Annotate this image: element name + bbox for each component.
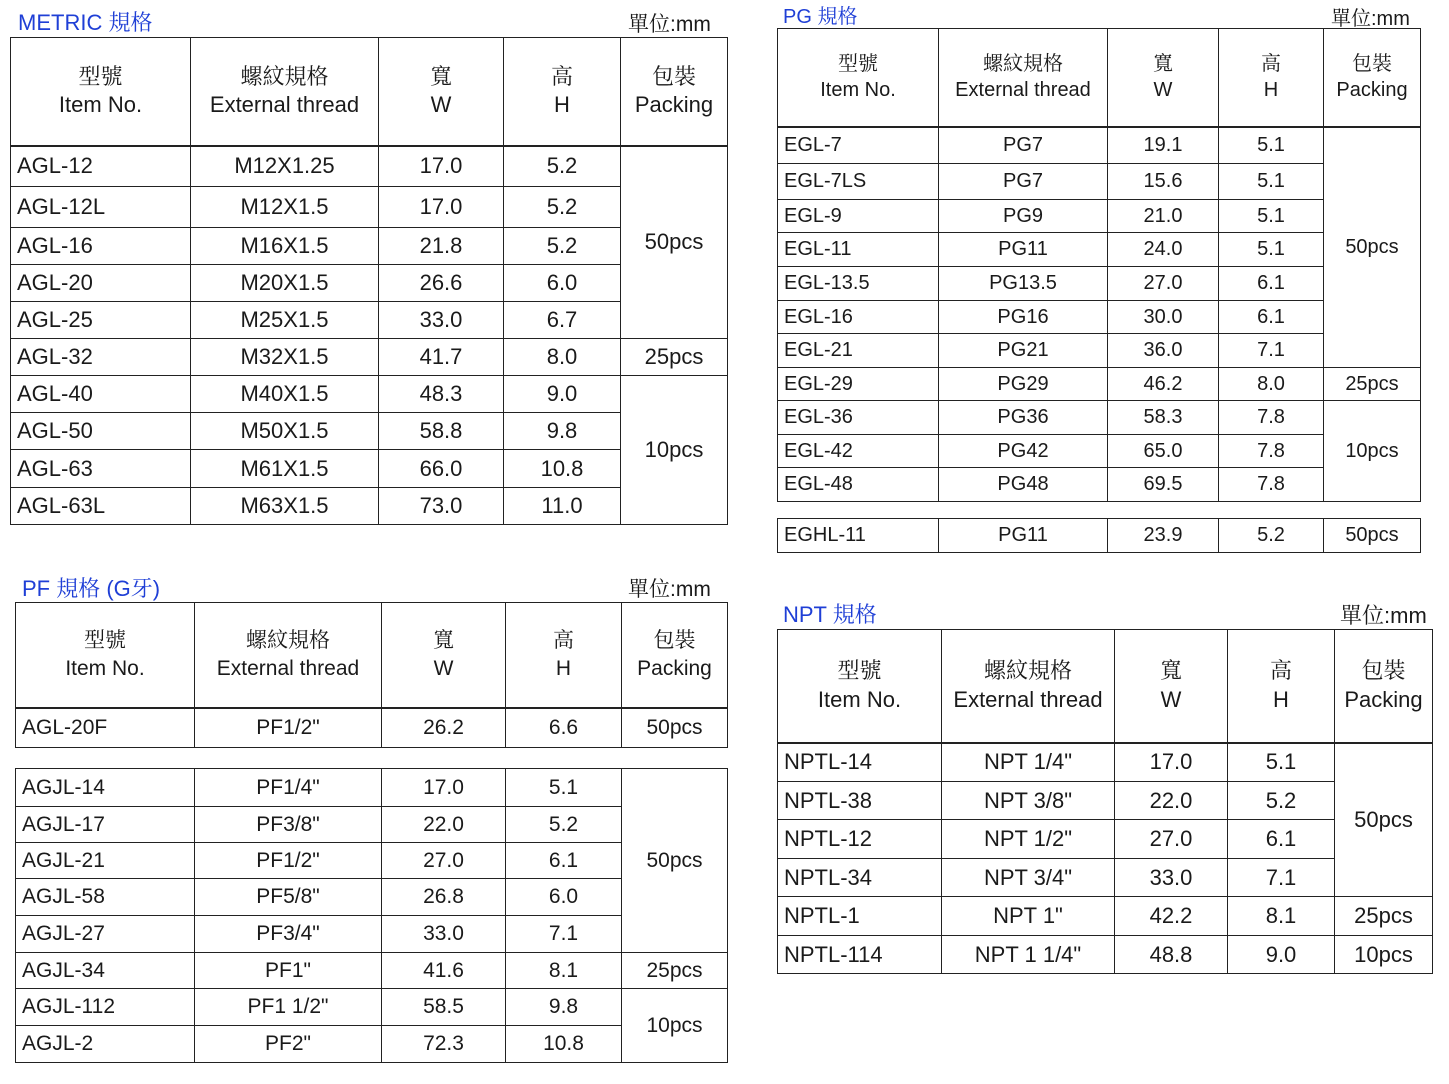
packing-cell: 25pcs — [1335, 897, 1433, 936]
header-height: 高 H — [506, 603, 622, 708]
item-no-cell: NPTL-1 — [778, 897, 942, 936]
height-cell: 5.1 — [506, 769, 622, 807]
height-cell: 5.2 — [1219, 519, 1324, 553]
table-row — [11, 376, 728, 413]
table-row — [778, 897, 1433, 936]
metric-table — [10, 37, 728, 525]
height-cell: 5.1 — [1219, 200, 1324, 233]
thread-cell: NPT 3/4" — [942, 859, 1115, 897]
item-no-cell: EGL-48 — [778, 468, 939, 502]
item-no-cell: AGL-63L — [11, 488, 191, 525]
table-row — [778, 127, 1421, 164]
item-no-cell: AGL-50 — [11, 413, 191, 450]
header-height: 高 H — [504, 38, 621, 146]
height-cell: 9.0 — [1228, 936, 1335, 974]
height-cell: 6.1 — [1228, 820, 1335, 859]
packing-cell: 10pcs — [622, 989, 728, 1063]
item-no-cell: AGJL-14 — [16, 769, 195, 807]
header-thread: 螺紋規格 External thread — [939, 29, 1108, 127]
height-cell: 9.0 — [504, 376, 621, 413]
table-row — [16, 953, 728, 989]
packing-cell: 50pcs — [1324, 127, 1421, 368]
table-row — [778, 519, 1421, 553]
thread-cell: PG29 — [939, 368, 1108, 401]
height-cell: 11.0 — [504, 488, 621, 525]
packing-cell: 10pcs — [621, 376, 728, 525]
width-cell: 17.0 — [382, 769, 506, 807]
item-no-cell: NPTL-38 — [778, 782, 942, 820]
height-cell: 5.1 — [1219, 233, 1324, 267]
item-no-cell: EGL-9 — [778, 200, 939, 233]
header-width: 寬 W — [382, 603, 506, 708]
table-row — [16, 807, 728, 843]
item-no-cell: AGJL-21 — [16, 843, 195, 879]
packing-cell: 50pcs — [1324, 519, 1421, 553]
height-cell: 5.1 — [1219, 127, 1324, 164]
packing-cell: 50pcs — [1335, 743, 1433, 897]
table-row — [11, 228, 728, 265]
thread-cell: PG13.5 — [939, 267, 1108, 301]
header-height: 高 H — [1228, 630, 1335, 743]
item-no-cell: EGL-7 — [778, 127, 939, 164]
thread-cell: NPT 1" — [942, 897, 1115, 936]
thread-cell: M20X1.5 — [191, 265, 379, 302]
thread-cell: PG48 — [939, 468, 1108, 502]
item-no-cell: AGL-12 — [11, 146, 191, 187]
width-cell: 58.3 — [1108, 401, 1219, 435]
item-no-cell: EGHL-11 — [778, 519, 939, 553]
width-cell: 17.0 — [379, 187, 504, 228]
thread-cell: M61X1.5 — [191, 450, 379, 488]
thread-cell: NPT 1/2" — [942, 820, 1115, 859]
packing-cell: 50pcs — [621, 146, 728, 339]
item-no-cell: EGL-21 — [778, 334, 939, 368]
width-cell: 48.3 — [379, 376, 504, 413]
header-width: 寬 W — [1115, 630, 1228, 743]
table-row — [11, 265, 728, 302]
height-cell: 6.1 — [506, 843, 622, 879]
height-cell: 8.0 — [1219, 368, 1324, 401]
item-no-cell: AGL-20F — [16, 708, 195, 748]
thread-cell: PF1/4" — [195, 769, 382, 807]
pg-extra-table — [777, 518, 1421, 553]
width-cell: 30.0 — [1108, 301, 1219, 334]
width-cell: 33.0 — [379, 302, 504, 339]
thread-cell: PF3/4" — [195, 916, 382, 953]
npt-title: NPT 規格 — [783, 602, 877, 627]
thread-cell: NPT 1 1/4" — [942, 936, 1115, 974]
thread-cell: M12X1.5 — [191, 187, 379, 228]
width-cell: 19.1 — [1108, 127, 1219, 164]
header-height: 高 H — [1219, 29, 1324, 127]
width-cell: 17.0 — [379, 146, 504, 187]
width-cell: 72.3 — [382, 1026, 506, 1063]
header-item: 型號 Item No. — [778, 29, 939, 127]
pg-table — [777, 28, 1421, 502]
packing-cell: 25pcs — [622, 953, 728, 989]
item-no-cell: NPTL-12 — [778, 820, 942, 859]
table-row — [778, 936, 1433, 974]
item-no-cell: AGL-16 — [11, 228, 191, 265]
item-no-cell: EGL-7LS — [778, 164, 939, 200]
header-row — [778, 630, 1433, 743]
item-no-cell: AGJL-17 — [16, 807, 195, 843]
width-cell: 66.0 — [379, 450, 504, 488]
table-row — [16, 879, 728, 916]
table-row — [11, 413, 728, 450]
item-no-cell: NPTL-34 — [778, 859, 942, 897]
header-item: 型號 Item No. — [16, 603, 195, 708]
item-no-cell: AGL-12L — [11, 187, 191, 228]
thread-cell: PG16 — [939, 301, 1108, 334]
table-row — [11, 488, 728, 525]
width-cell: 36.0 — [1108, 334, 1219, 368]
width-cell: 46.2 — [1108, 368, 1219, 401]
width-cell: 22.0 — [1115, 782, 1228, 820]
item-no-cell: AGL-32 — [11, 339, 191, 376]
height-cell: 6.6 — [506, 708, 622, 748]
thread-cell: PG42 — [939, 435, 1108, 468]
item-no-cell: AGJL-2 — [16, 1026, 195, 1063]
width-cell: 33.0 — [1115, 859, 1228, 897]
width-cell: 23.9 — [1108, 519, 1219, 553]
height-cell: 7.8 — [1219, 468, 1324, 502]
height-cell: 5.2 — [1228, 782, 1335, 820]
thread-cell: PG11 — [939, 519, 1108, 553]
thread-cell: PG7 — [939, 127, 1108, 164]
width-cell: 73.0 — [379, 488, 504, 525]
thread-cell: PF3/8" — [195, 807, 382, 843]
table-row — [11, 187, 728, 228]
width-cell: 27.0 — [382, 843, 506, 879]
header-packing: 包裝 Packing — [621, 38, 728, 146]
item-no-cell: AGJL-27 — [16, 916, 195, 953]
width-cell: 41.7 — [379, 339, 504, 376]
header-packing: 包裝 Packing — [622, 603, 728, 708]
header-thread: 螺紋規格 External thread — [191, 38, 379, 146]
header-thread: 螺紋規格 External thread — [195, 603, 382, 708]
table-row — [778, 782, 1433, 820]
height-cell: 5.2 — [504, 187, 621, 228]
pf-table-2 — [15, 768, 728, 1063]
item-no-cell: AGJL-58 — [16, 879, 195, 916]
thread-cell: M50X1.5 — [191, 413, 379, 450]
header-width: 寬 W — [379, 38, 504, 146]
table-row — [778, 743, 1433, 782]
height-cell: 6.7 — [504, 302, 621, 339]
item-no-cell: NPTL-14 — [778, 743, 942, 782]
height-cell: 6.1 — [1219, 267, 1324, 301]
height-cell: 8.1 — [506, 953, 622, 989]
width-cell: 27.0 — [1115, 820, 1228, 859]
height-cell: 7.8 — [1219, 401, 1324, 435]
header-item: 型號 Item No. — [778, 630, 942, 743]
height-cell: 5.2 — [504, 228, 621, 265]
header-row — [778, 29, 1421, 127]
packing-cell: 50pcs — [622, 769, 728, 953]
item-no-cell: EGL-42 — [778, 435, 939, 468]
height-cell: 5.2 — [504, 146, 621, 187]
item-no-cell: AGL-20 — [11, 265, 191, 302]
width-cell: 41.6 — [382, 953, 506, 989]
width-cell: 26.2 — [382, 708, 506, 748]
table-row — [16, 769, 728, 807]
item-no-cell: EGL-16 — [778, 301, 939, 334]
height-cell: 10.8 — [506, 1026, 622, 1063]
metric-title: METRIC 規格 — [18, 10, 153, 35]
item-no-cell: AGJL-112 — [16, 989, 195, 1026]
width-cell: 17.0 — [1115, 743, 1228, 782]
thread-cell: PF1/2" — [195, 708, 382, 748]
thread-cell: PG36 — [939, 401, 1108, 435]
item-no-cell: AGL-25 — [11, 302, 191, 339]
width-cell: 24.0 — [1108, 233, 1219, 267]
thread-cell: M63X1.5 — [191, 488, 379, 525]
pg-title: PG 規格 — [783, 6, 858, 28]
thread-cell: M16X1.5 — [191, 228, 379, 265]
width-cell: 65.0 — [1108, 435, 1219, 468]
thread-cell: PG11 — [939, 233, 1108, 267]
header-item: 型號 Item No. — [11, 38, 191, 146]
item-no-cell: AGL-40 — [11, 376, 191, 413]
thread-cell: PG21 — [939, 334, 1108, 368]
width-cell: 26.8 — [382, 879, 506, 916]
width-cell: 21.0 — [1108, 200, 1219, 233]
pf-title: PF 規格 (G牙) — [22, 576, 161, 601]
width-cell: 22.0 — [382, 807, 506, 843]
thread-cell: NPT 3/8" — [942, 782, 1115, 820]
table-row — [778, 368, 1421, 401]
height-cell: 5.2 — [506, 807, 622, 843]
header-row — [11, 38, 728, 146]
height-cell: 6.1 — [1219, 301, 1324, 334]
width-cell: 69.5 — [1108, 468, 1219, 502]
thread-cell: PF5/8" — [195, 879, 382, 916]
header-width: 寬 W — [1108, 29, 1219, 127]
height-cell: 6.0 — [506, 879, 622, 916]
item-no-cell: EGL-11 — [778, 233, 939, 267]
item-no-cell: EGL-36 — [778, 401, 939, 435]
header-packing: 包裝 Packing — [1324, 29, 1421, 127]
pf-table — [15, 602, 728, 748]
item-no-cell: AGJL-34 — [16, 953, 195, 989]
header-thread: 螺紋規格 External thread — [942, 630, 1115, 743]
height-cell: 7.1 — [1219, 334, 1324, 368]
width-cell: 21.8 — [379, 228, 504, 265]
width-cell: 33.0 — [382, 916, 506, 953]
thread-cell: PF1" — [195, 953, 382, 989]
npt-unit: 單位:mm — [1340, 603, 1427, 628]
table-row — [11, 450, 728, 488]
height-cell: 9.8 — [504, 413, 621, 450]
width-cell: 58.8 — [379, 413, 504, 450]
width-cell: 26.6 — [379, 265, 504, 302]
height-cell: 10.8 — [504, 450, 621, 488]
table-row — [16, 843, 728, 879]
table-row — [16, 708, 728, 748]
thread-cell: M32X1.5 — [191, 339, 379, 376]
table-row — [16, 916, 728, 953]
packing-cell: 10pcs — [1324, 401, 1421, 502]
thread-cell: NPT 1/4" — [942, 743, 1115, 782]
thread-cell: PG9 — [939, 200, 1108, 233]
header-packing: 包裝 Packing — [1335, 630, 1433, 743]
table-row — [778, 859, 1433, 897]
thread-cell: PG7 — [939, 164, 1108, 200]
height-cell: 7.1 — [506, 916, 622, 953]
packing-cell: 25pcs — [1324, 368, 1421, 401]
width-cell: 48.8 — [1115, 936, 1228, 974]
width-cell: 27.0 — [1108, 267, 1219, 301]
item-no-cell: EGL-13.5 — [778, 267, 939, 301]
height-cell: 7.1 — [1228, 859, 1335, 897]
thread-cell: PF1/2" — [195, 843, 382, 879]
packing-cell: 50pcs — [622, 708, 728, 748]
height-cell: 5.1 — [1219, 164, 1324, 200]
height-cell: 9.8 — [506, 989, 622, 1026]
table-row — [778, 820, 1433, 859]
table-row — [11, 339, 728, 376]
table-row — [11, 302, 728, 339]
width-cell: 15.6 — [1108, 164, 1219, 200]
item-no-cell: EGL-29 — [778, 368, 939, 401]
table-row — [778, 401, 1421, 435]
item-no-cell: AGL-63 — [11, 450, 191, 488]
thread-cell: M12X1.25 — [191, 146, 379, 187]
width-cell: 42.2 — [1115, 897, 1228, 936]
thread-cell: M40X1.5 — [191, 376, 379, 413]
width-cell: 58.5 — [382, 989, 506, 1026]
thread-cell: M25X1.5 — [191, 302, 379, 339]
height-cell: 7.8 — [1219, 435, 1324, 468]
thread-cell: PF2" — [195, 1026, 382, 1063]
table-row — [16, 1026, 728, 1063]
table-row — [16, 989, 728, 1026]
header-row — [16, 603, 728, 708]
npt-table — [777, 629, 1433, 974]
pf-unit: 單位:mm — [628, 578, 711, 601]
height-cell: 8.0 — [504, 339, 621, 376]
pg-unit: 單位:mm — [1331, 8, 1410, 30]
table-row — [11, 146, 728, 187]
height-cell: 6.0 — [504, 265, 621, 302]
height-cell: 5.1 — [1228, 743, 1335, 782]
item-no-cell: NPTL-114 — [778, 936, 942, 974]
height-cell: 8.1 — [1228, 897, 1335, 936]
packing-cell: 10pcs — [1335, 936, 1433, 974]
thread-cell: PF1 1/2" — [195, 989, 382, 1026]
packing-cell: 25pcs — [621, 339, 728, 376]
metric-unit: 單位:mm — [628, 13, 711, 36]
